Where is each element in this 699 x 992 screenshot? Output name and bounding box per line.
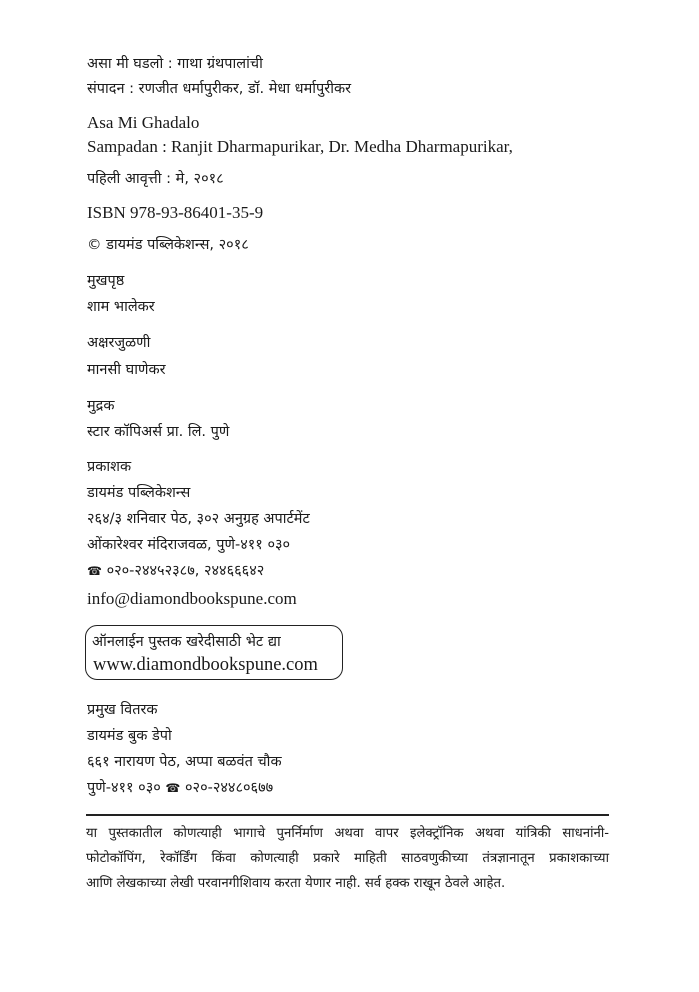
distributor-address: ६६१ नारायण पेठ, अप्पा बळवंत चौक (87, 754, 282, 770)
horizontal-rule (86, 814, 609, 816)
rights-notice-line1: या पुस्तकातील कोणत्याही भागाचे पुनर्निर्माण अथवा वापर इलेक्ट्रॉनिक अथवा यांत्रिकी साधनांनी- (86, 826, 609, 841)
rights-notice-line2: फोटोकॉपिंग, रेकॉर्डिंग किंवा कोणत्याही प्रकारे माहिती साठवणुकीच्या तंत्रज्ञानातून प्रकाशकाच्या (86, 851, 609, 866)
credit-role-printer: मुद्रक (87, 398, 115, 414)
rights-notice (86, 821, 609, 896)
publisher-phone: ०२०-२४४५२३८७, २४४६६६४२ (106, 563, 265, 579)
publisher-email[interactable]: info@diamondbookspune.com (87, 589, 297, 608)
distributor-phone: ०२०-२४४८०६७७ (184, 780, 274, 796)
rights-notice-line3: आणि लेखकाच्या लेखी परवानगीशिवाय करता येणार नाही. सर्व हक्क राखून ठेवले आहेत. (86, 876, 506, 891)
english-title: Asa Mi Ghadalo (87, 113, 200, 132)
distributor-name: डायमंड बुक डेपो (87, 728, 172, 744)
distributor-city-pin: पुणे-४११ ०३० (87, 780, 161, 796)
online-purchase-box (85, 625, 343, 680)
credit-role-typesetting: अक्षरजुळणी (87, 335, 151, 351)
phone-icon: ☎ (87, 564, 102, 578)
copyright-line: © डायमंड पब्लिकेशन्स, २०१८ (87, 237, 249, 253)
marathi-title: असा मी घडलो : गाथा ग्रंथपालांची (87, 56, 263, 72)
publisher-address-line1: २६४/३ शनिवार पेठ, ३०२ अनुग्रह अपार्टमेंट (87, 511, 310, 527)
distributor-label: प्रमुख वितरक (87, 702, 158, 718)
publisher-address-line2: ओंकारेश्वर मंदिराजवळ, पुणे-४११ ०३० (87, 537, 291, 553)
distributor-city-phone-row (87, 781, 273, 796)
publisher-phone-row (87, 564, 264, 579)
publisher-label: प्रकाशक (87, 459, 132, 475)
credit-name-printer: स्टार कॉपिअर्स प्रा. लि. पुणे (87, 424, 230, 440)
online-purchase-text: ऑनलाईन पुस्तक खरेदीसाठी भेट द्या (92, 634, 281, 650)
english-editors: Sampadan : Ranjit Dharmapurikar, Dr. Medha Dharmapurikar, (87, 137, 513, 156)
isbn: ISBN 978-93-86401-35-9 (87, 203, 264, 222)
edition-info: पहिली आवृत्ती : मे, २०१८ (87, 171, 224, 187)
publisher-name: डायमंड पब्लिकेशन्स (87, 485, 191, 501)
phone-icon: ☎ (165, 781, 181, 795)
marathi-editors: संपादन : रणजीत धर्मापुरीकर, डॉ. मेधा धर्मापुरीकर (87, 81, 352, 97)
credit-name-cover: शाम भालेकर (87, 299, 155, 315)
credit-name-typesetting: मानसी घाणेकर (87, 362, 166, 378)
website-link[interactable]: www.diamondbookspune.com (93, 655, 318, 675)
credit-role-cover: मुखपृष्ठ (87, 273, 125, 289)
